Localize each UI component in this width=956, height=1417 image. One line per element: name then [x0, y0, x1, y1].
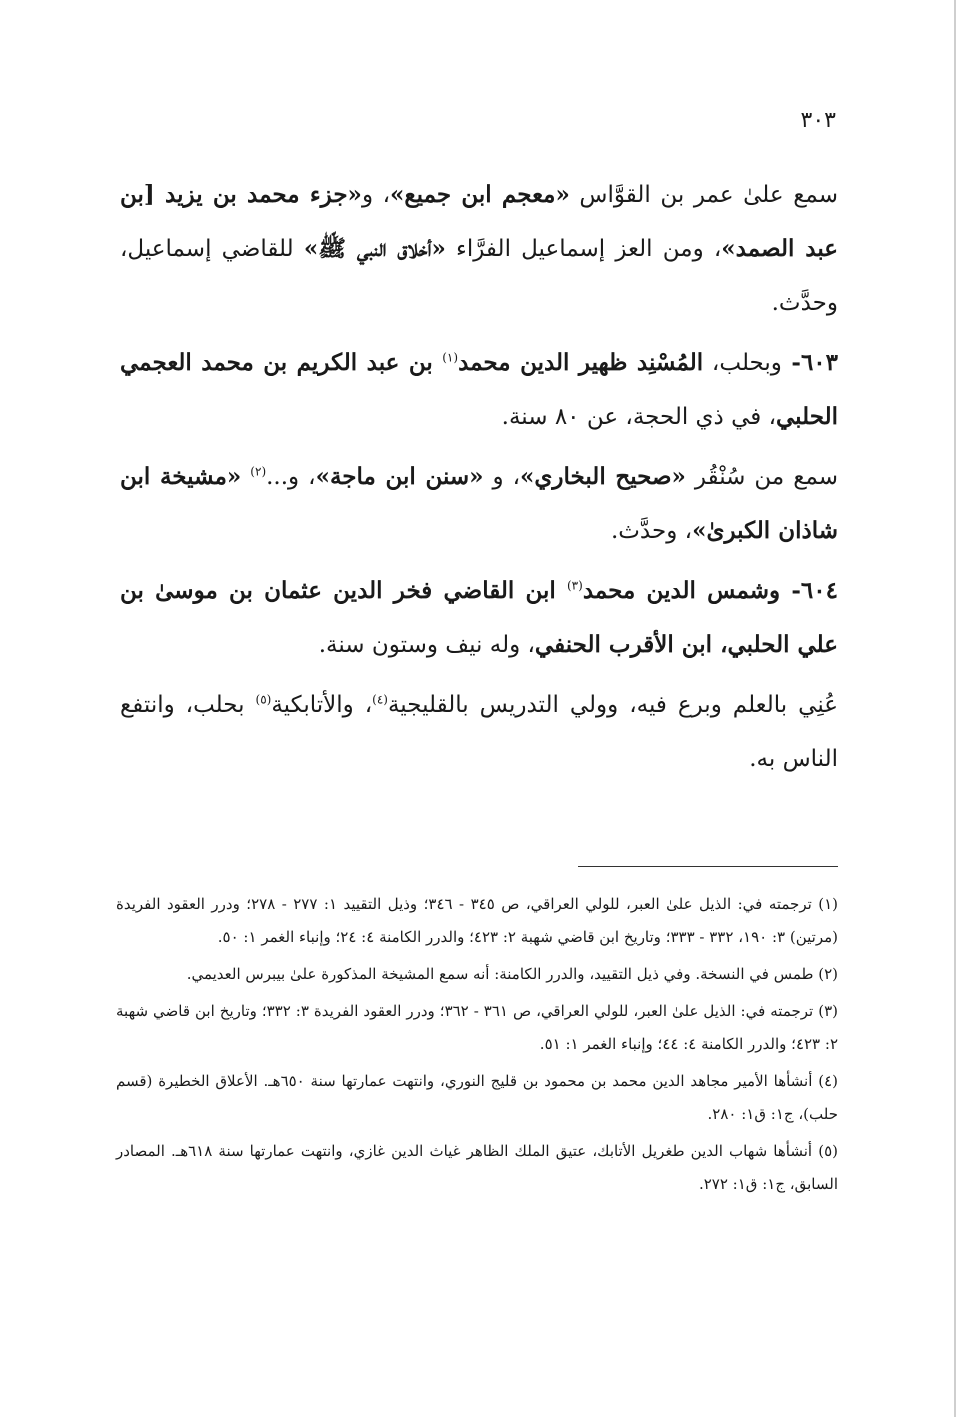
page-number: ٣٠٣: [800, 108, 836, 133]
person-name: وشمس الدين محمد: [582, 577, 781, 604]
person-name: ابن القاضي فخر الدين عثمان بن موسىٰ بن علي الحلبي، ابن الأقرب الحنفي: [120, 577, 838, 658]
footnotes: [116, 888, 838, 1205]
text: ، وحدَّث.: [610, 518, 693, 544]
paragraph-5: [120, 678, 838, 786]
book-title: «معجم ابن جميع»: [390, 181, 570, 208]
entry-number: ٦٠٣-: [781, 349, 839, 376]
text: سمع من سُنْقُر: [685, 464, 839, 490]
text: ، و...: [266, 464, 316, 490]
book-title: «مشيخة ابن شاذان الكبرىٰ»: [120, 463, 838, 544]
footnote-3: (٣) ترجمته في: الذيل علىٰ العبر، للولي العراقي، ص ٣٦١ - ٣٦٢؛ ودرر العقود الفريدة ٣: ٣٣٢؛ وتاريخ ابن قاضي شهبة ٢: ٤٢٣؛ والدرر الكامنة ٤: ٤٤؛ وإنباء الغمر ١: ٥١.: [116, 1002, 838, 1053]
text: ، والأتابكية: [271, 692, 373, 718]
book-title: «سنن ابن ماجة»: [315, 463, 484, 490]
footnote-ref[interactable]: (٤): [372, 692, 388, 707]
text: بحلب، وانتفع الناس به.: [120, 692, 838, 772]
entry-603: [120, 336, 838, 444]
footnote-ref[interactable]: (٢): [250, 464, 267, 479]
person-name: بن عبد الكريم بن محمد العجمي الحلبي: [120, 349, 838, 430]
book-title: «جزء محمد بن يزيد [بن عبد الصمد»: [120, 181, 838, 262]
footnote-ref[interactable]: (١): [442, 350, 459, 365]
footnote-ref[interactable]: (٥): [255, 692, 272, 707]
book-title: «صحيح البخاري»: [520, 463, 686, 490]
text: [241, 464, 250, 490]
text: وبحلب،: [703, 350, 782, 376]
main-text: [120, 168, 838, 792]
text: سمع علىٰ عمر بن القوَّاس: [569, 182, 838, 208]
footnote-ref[interactable]: (٣): [566, 578, 583, 593]
paragraph-1: [120, 168, 838, 330]
paragraph-3: [120, 450, 838, 558]
entry-604: [120, 564, 838, 672]
entry-number: ٦٠٤-: [780, 577, 838, 604]
footnote-2: (٢) طمس في النسخة. وفي ذيل التقييد، والدرر الكامنة: أنه سمع المشيخة المذكورة علىٰ بيبرس العديمي.: [186, 965, 838, 983]
text: ، في ذي الحجة، عن ٨٠ سنة.: [501, 404, 777, 430]
text: للقاضي إسماعيل، وحدَّث.: [120, 236, 838, 316]
footnote-divider: [578, 866, 838, 867]
text: ، و: [361, 182, 391, 208]
footnote-1: (١) ترجمته في: الذيل علىٰ العبر، للولي العراقي، ص ٣٤٥ - ٣٤٦؛ وذيل التقييد ١: ٢٧٧ - ٢٧٨؛ ودرر العقود الفريدة (مرتين) ٣: ١٩٠، ٣٣٢ - ٣٣٣؛ وتاريخ ابن قاضي شهبة ٢: ٤٢٣؛ والدرر الكامنة ٤: ٢٤؛ وإنباء الغمر ١: ٥٠.: [116, 895, 839, 946]
text: ، و: [483, 464, 521, 490]
footnote-5: (٥) أنشأها شهاب الدين طغريل الأتابك، عتيق الملك الظاهر غياث الدين غازي، وانتهت عمارتها سنة ٦١٨هـ. المصادر السابق، ج١: ق١: ٢٧٢.: [116, 1142, 838, 1193]
book-title: «أخلاق النبي ﷺ»: [303, 235, 446, 262]
text: عُنِي بالعلم وبرع فيه، وولي التدريس بالقليجية: [387, 692, 838, 718]
text: ، وله نيف وستون سنة.: [318, 632, 535, 658]
footnote-4: (٤) أنشأها الأمير مجاهد الدين محمد بن محمود بن قليج النوري، وانتهت عمارتها سنة ٦٥٠هـ. الأعلاق الخطيرة (قسم حلب)، ج١: ق١: ٢٨٠.: [116, 1072, 838, 1123]
person-name: المُسْنِد ظهير الدين محمد: [458, 349, 704, 376]
text: ، ومن العز إسماعيل الفرَّاء: [445, 236, 722, 262]
